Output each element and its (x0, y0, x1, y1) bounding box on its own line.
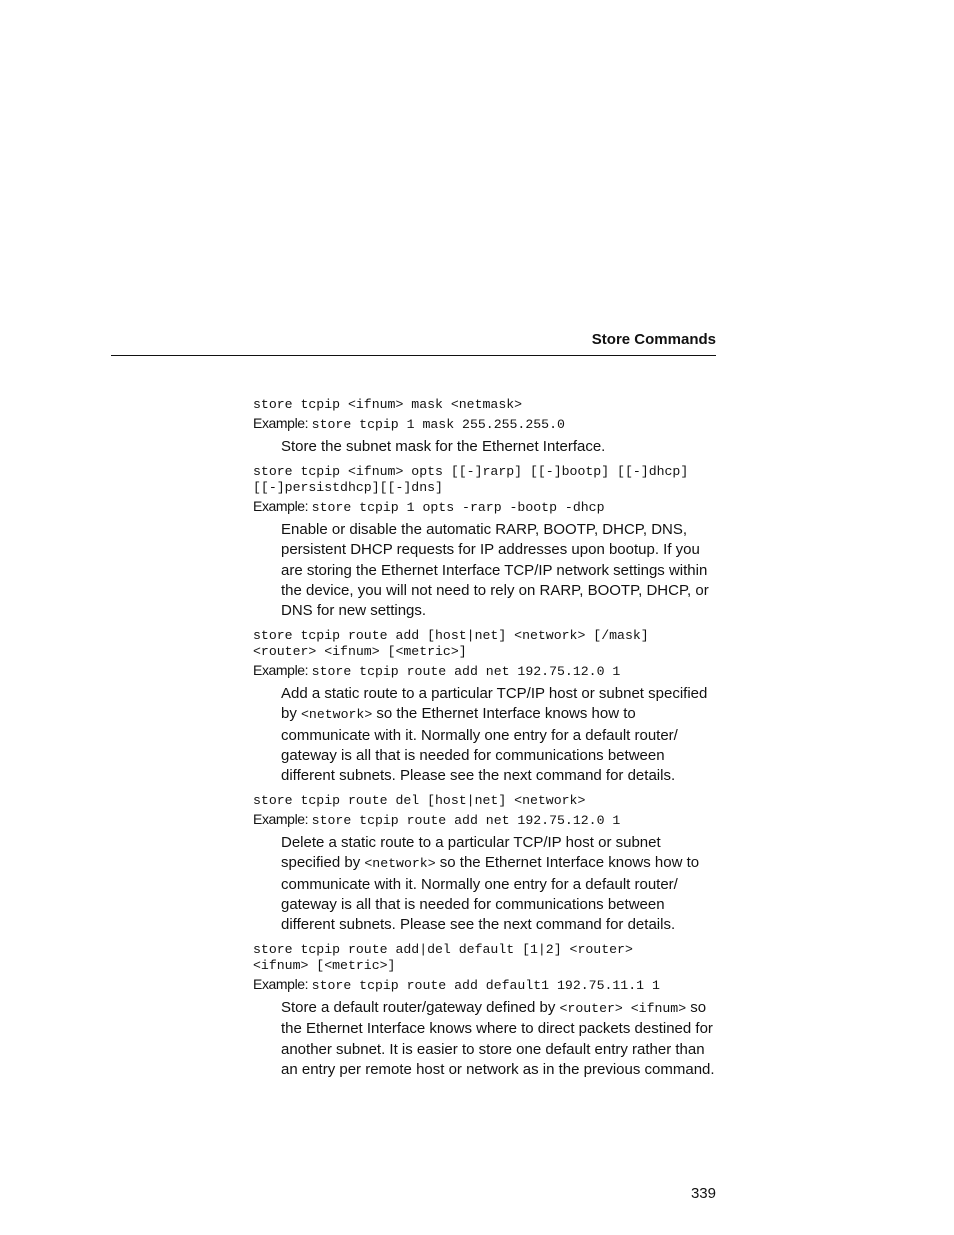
command-list (253, 397, 718, 1087)
description-text: so the Ethernet Interface knows how to communicate with it. Normally one entry for a default router/ gateway is all that is needed for communications between different subnets. Please see the next command for details. (281, 854, 700, 934)
header-divider (111, 355, 716, 356)
command-description: Enable or disable the automatic RARP, BOOTP, DHCP, DNS, persistent DHCP requests for IP addresses upon bootup. If you are storing the Ethernet Interface TCP/IP network settings within the device, you will not need to rely on RARP, BOOTP, DHCP, or DNS for new settings. (281, 521, 709, 620)
example-label: Example: (253, 976, 309, 993)
description-text: so the Ethernet Interface knows how to communicate with it. Normally one entry for a default router/ gateway is all that is needed for communications between different subnets. Please see the next command for details. (281, 705, 678, 785)
example-line (253, 809, 718, 831)
example-line (253, 974, 718, 996)
command-syntax: store tcpip <ifnum> mask <netmask> (253, 397, 523, 412)
example-line (253, 413, 718, 435)
example-label: Example: (253, 662, 309, 679)
command-description (281, 833, 721, 935)
description-text: Add a static route to a particular TCP/IP host or subnet specified by (281, 685, 708, 723)
command-description (281, 998, 721, 1080)
command-syntax: store tcpip route add|del default [1|2] <router> <ifnum> [<metric>] (253, 942, 633, 974)
command-syntax: store tcpip <ifnum> opts [[-]rarp] [[-]bootp] [[-]dhcp] [[-]persistdhcp][[-]dns] (253, 464, 689, 496)
page-number: 339 (690, 1185, 716, 1202)
example-label: Example: (253, 811, 309, 828)
example-line (253, 660, 718, 682)
description-code: <network> (364, 856, 436, 872)
example-code: store tcpip 1 opts -rarp -bootp -dhcp (311, 500, 605, 516)
example-line (253, 496, 718, 518)
description-code: <router> <ifnum> (559, 1001, 687, 1017)
running-header: Store Commands (591, 331, 716, 348)
command-syntax: store tcpip route add [host|net] <network> [/mask] <router> <ifnum> [<metric>] (253, 628, 649, 660)
description-code: <network> (301, 707, 373, 723)
description-text: Delete a static route to a particular TCP/IP host or subnet specified by (281, 834, 661, 872)
description-text: Store a default router/gateway defined by (281, 999, 560, 1017)
command-entry-route-del (253, 793, 718, 935)
command-entry-opts (253, 464, 718, 621)
command-description: Store the subnet mask for the Ethernet Interface. (281, 438, 606, 455)
example-code: store tcpip route add net 192.75.12.0 1 (311, 813, 621, 829)
example-code: store tcpip 1 mask 255.255.255.0 (311, 417, 565, 432)
command-entry-mask (253, 397, 718, 457)
description-text: so the Ethernet Interface knows where to direct packets destined for another subnet. It is easier to store one default entry rather than an entry per remote host or network as in the previous command. (281, 999, 715, 1078)
command-entry-route-add (253, 628, 718, 786)
example-label: Example: (253, 498, 309, 515)
command-syntax: store tcpip route del [host|net] <network> (253, 793, 586, 809)
example-code: store tcpip route add default1 192.75.11.1 1 (311, 978, 660, 994)
example-code: store tcpip route add net 192.75.12.0 1 (311, 664, 621, 680)
command-description (281, 684, 721, 786)
command-entry-route-default (253, 942, 718, 1080)
example-label: Example: (253, 415, 309, 431)
